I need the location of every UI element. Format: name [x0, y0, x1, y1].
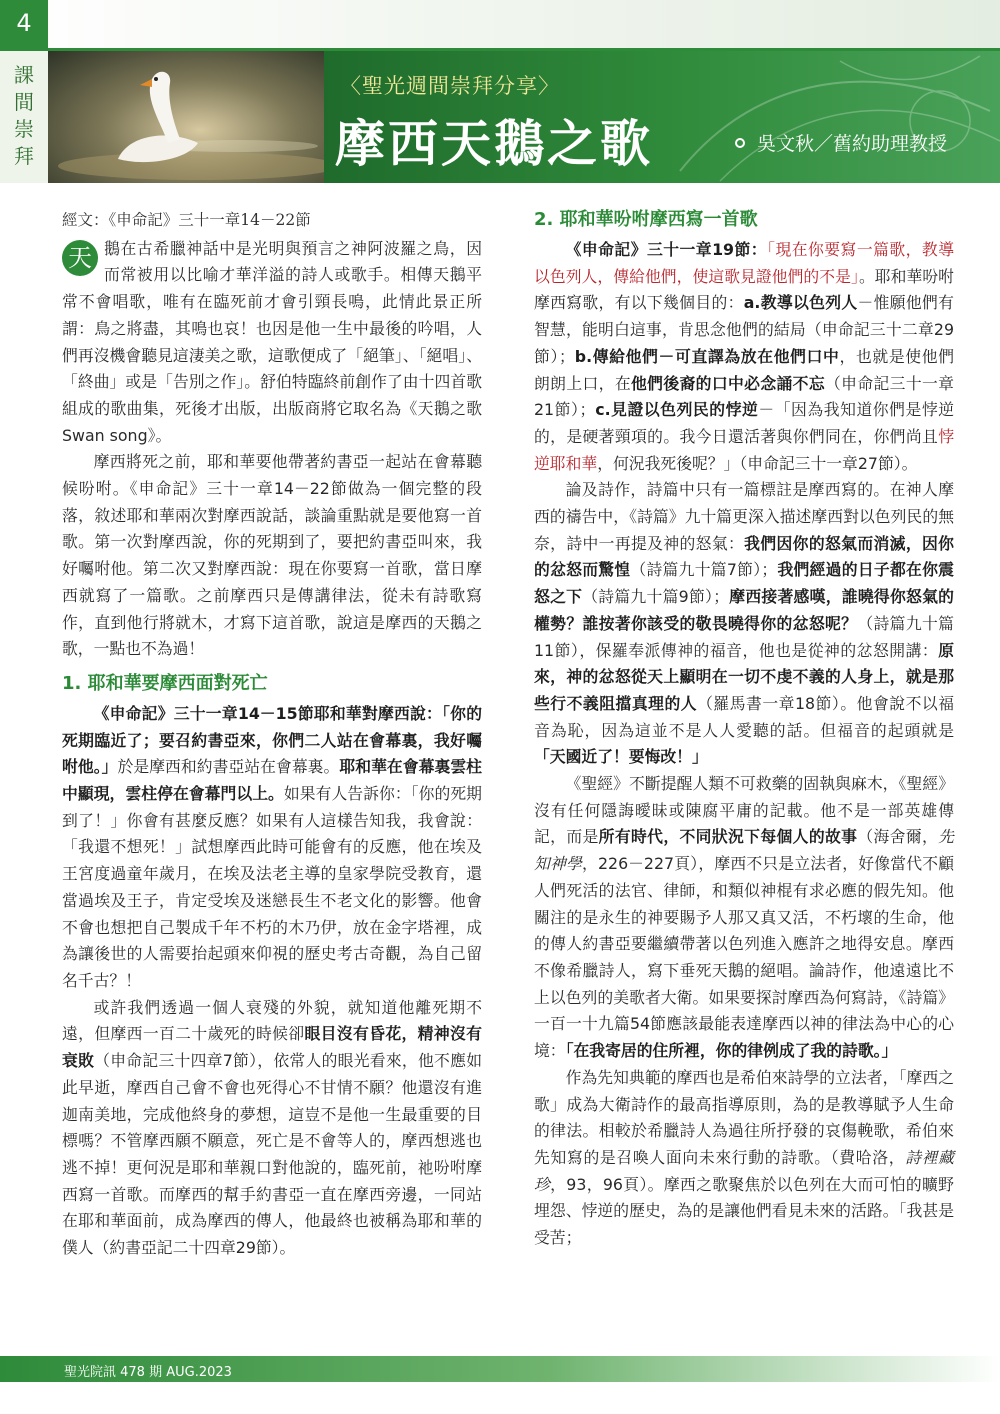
quote: 《申命記》三十一章19節：	[565, 240, 768, 259]
paragraph-text: ，226－227頁），摩西不只是立法者，好像當代不顧人們死活的法官、律師，和類似神棍有求必應的假先知。他關注的是永生的神要賜予人那又真又活，不朽壞的生命，他的傳人約書亞要繼續帶著以色列進入應許之地得安息。摩西不像希臘詩人，寫下垂死天鵝的絕唱。論詩作，他遠遠比不上以色列的美歌者大衛。如果要探討摩西為何寫詩，《詩篇》一百一十九篇54節應該最能表達摩西以神的律法為中心的心境：	[534, 854, 954, 1061]
paragraph-text: （詩篇九十篇9節）；	[582, 587, 729, 607]
footer-issue: 聖光院訊 478 期 AUG.2023	[64, 1365, 232, 1380]
emphasis: 所有時代，不同狀況下每個人的故事	[598, 827, 858, 847]
emphasis: c.見證以色列民的悖逆	[595, 400, 759, 420]
section-tab-label	[0, 62, 48, 170]
paragraph-text: （詩篇九十篇7節）；	[630, 560, 778, 580]
emphasis: 他們後裔的口中必念誦不忘	[631, 373, 825, 393]
quote: 摩西接著感嘆，誰曉得你怒氣的權勢？誰按著你該受的敬畏曉得你的忿怒呢？	[534, 587, 954, 633]
article-title: 摩西天鵝之歌	[335, 114, 653, 173]
paragraph-text: 《聖經》不斷提醒人類不可救藥的固執與麻木，《聖經》沒有任何隱誨曖昧或陳腐平庸的記載。他不是一部英雄傳記，而是	[534, 774, 954, 847]
emphasis: a.教導以色列人	[743, 293, 858, 313]
paragraph-text: （海舍爾，	[857, 827, 939, 847]
top-strip	[0, 0, 1000, 48]
page-number: 4	[0, 0, 48, 48]
quote-highlight: 「現在你要寫一篇歌，教導以色列人，傳給他們，使這歌見證他們的不是」	[534, 240, 954, 286]
section-heading: 2. 耶和華吩咐摩西寫一首歌	[534, 209, 758, 230]
quote: 我們經過的日子都在你震怒之下	[534, 560, 954, 607]
quote: 原來，神的忿怒從天上顯明在一切不虔不義的人身上，就是那些行不義阻擋真理的人	[534, 640, 954, 713]
series-title: 〈聖光週間崇拜分享〉	[340, 74, 560, 98]
paragraph-text: 或許我們透過一個人衰殘的外貌，就知道他離死期不遠，但摩西一百二十歲死的時候卻	[62, 997, 482, 1044]
quote: 《申命記》三十一章14－15節耶和華對摩西說：「你的死期臨近了；要召約書亞來，你們二人站在會幕裏，我好囑咐他。」	[62, 703, 482, 777]
paragraph-text: ，何況我死後呢？」（申命記三十一章27節）。	[597, 453, 918, 473]
paragraph-text: 作為先知典範的摩西也是希伯來詩學的立法者，「摩西之歌」成為大衛詩作的最高指導原則，為的是教導賦予人生命的律法。相較於希臘詩人為過往所抒發的哀傷輓歌，希伯來先知寫的是召喚人面向未來行動的詩歌。（費哈洛，	[534, 1067, 954, 1167]
paragraph-text: 如果有人告訴你：「你的死期到了！」你會有甚麼反應？如果有人這樣告知我，我會說：「我還不想死！」試想摩西此時可能會有的反應，他在埃及王宮度過童年歲月，在埃及法老主導的皇家學院受教育，還當過埃及王子，肯定受埃及迷戀長生不老文化的影響。他會不會也想把自己製成千年不朽的木乃伊，放在金字塔裡，成為讓後世的人需要抬起頭來仰視的歷史考古奇觀，為自己留名千古？！	[62, 784, 482, 990]
quote: 「在我寄居的住所裡，你的律例成了我的詩歌。」	[565, 1041, 898, 1061]
section-tab-char: 課	[14, 63, 34, 87]
left-column	[62, 207, 482, 1262]
paragraph: 摩西將死之前，耶和華要他帶著約書亞一起站在會幕聽候吩咐。《申命記》三十一章14－22節做為一個完整的段落，敘述耶和華兩次對摩西說話，談論重點就是要他寫一首歌。第一次對摩西說，你的死期到了，要把約書亞叫來，我好囑咐他。第二次又對摩西說：現在你要寫一首歌，當日摩西就寫了一篇歌。之前摩西只是傳講律法，從未有詩歌寫作，直到他行將就木，才寫下這首歌，說這是摩西的天鵝之歌，一點也不為過！	[62, 452, 482, 659]
paragraph-text: －「因為我知道你們是悖逆的，是硬著頸項的。我今日還活著與你們同在，你們尚且	[534, 400, 954, 446]
scripture-reference: 經文：《申命記》三十一章14－22節	[62, 211, 311, 229]
paragraph-text: （詩篇九十篇11節），保羅奉派傳神的福音，他也是從神的忿怒開講：	[534, 613, 954, 660]
paragraph-text: 鵝在古希臘神話中是光明與預言之神阿波羅之鳥，因而常被用以比喻才華洋溢的詩人或歌手。相傳天鵝平常不會唱歌，唯有在臨死前才會引頸長鳴，此情此景正所謂：鳥之將盡，其鳴也哀！也因是他一生中最後的吟唱，人們再沒機會聽見這淒美之歌，這歌便成了「絕筆」、「絕唱」、「終曲」或是「告別之作」。舒伯特臨終前創作了由十四首歌組成的歌曲集，死後才出版，出版商將它取名為《天鵝之歌 Swan song》。	[62, 238, 482, 445]
paragraph-text: 於是摩西和約書亞站在會幕裏。	[117, 757, 340, 777]
paragraph-text: 論及詩作，詩篇中只有一篇標註是摩西寫的。在神人摩西的禱告中，《詩篇》九十篇更深入描述摩西對以色列民的無奈，詩中一再提及神的怒氣：	[534, 480, 954, 553]
quote: 耶和華在會幕裏雲柱中顯現，雲柱停在會幕門以上。	[62, 757, 482, 804]
author-name: 吳文秋／舊約助理教授	[757, 133, 948, 155]
paragraph	[534, 237, 954, 477]
paragraph-text: ，93，96頁）。摩西之歌聚焦於以色列在大而可怕的曠野埋怨、悖逆的歷史，為的是讓他們看見未來的活路。「我甚是受苦；	[534, 1174, 954, 1248]
quote-highlight: 悖逆耶和華	[534, 426, 954, 473]
quote: 我們因你的怒氣而消滅，因你的忿怒而驚惶	[534, 533, 954, 580]
paragraph	[62, 236, 482, 450]
swan-photo	[48, 51, 324, 183]
paragraph	[534, 1065, 954, 1252]
paragraph	[62, 995, 482, 1262]
section-tab-char: 間	[14, 90, 34, 114]
paragraph-text: （申命記三十四章7節），依常人的眼光看來，他不應如此早逝，摩西自己會不會也死得心不甘情不願？他還沒有進迦南美地，完成他終身的夢想，這豈不是他一生最重要的目標嗎？不管摩西願不願意，死亡是不會等人的，摩西想逃也逃不掉！更何況是耶和華親口對他說的，臨死前，祂吩咐摩西寫一首歌。而摩西的幫手約書亞一直在摩西旁邊，一同站在耶和華面前，成為摩西的傳人，他最終也被稱為耶和華的僕人（約書亞記二十四章29節）。	[62, 1051, 482, 1258]
drop-cap: 天	[62, 240, 98, 276]
quote: 眼目沒有昏花，精神沒有衰敗	[62, 1024, 482, 1071]
quote: 「天國近了！要悔改！」	[534, 747, 708, 767]
paragraph	[534, 771, 954, 1065]
paragraph	[534, 477, 954, 771]
section-tab-char: 崇	[14, 117, 34, 141]
section-tab-char: 拜	[14, 144, 34, 168]
paragraph-text: ，也就是使他們朗朗上口，在	[534, 346, 954, 393]
paragraph-text: （申命記三十一章21節）；	[534, 373, 954, 420]
bullet-icon	[735, 138, 745, 148]
book-title: 詩裡藏珍	[534, 1147, 954, 1194]
paragraph-text: （羅馬書一章18節）。他會說不以福音為恥，因為這並不是人人愛聽的話。但福音的起頭就是	[534, 693, 954, 740]
paragraph	[62, 701, 482, 995]
right-column	[534, 207, 954, 1252]
book-title: 先知神學	[534, 827, 954, 874]
author	[735, 129, 947, 156]
paragraph-text: －惟願他們有智慧，能明白這事，肯思念他們的結局（申命記三十二章29節）；	[534, 293, 954, 366]
emphasis: b.傳給他們－可直譯為放在他們口中	[574, 346, 840, 366]
paragraph-text: 。耶和華吩咐摩西寫歌，有以下幾個目的：	[534, 266, 954, 313]
section-heading: 1. 耶和華要摩西面對死亡	[62, 672, 268, 694]
